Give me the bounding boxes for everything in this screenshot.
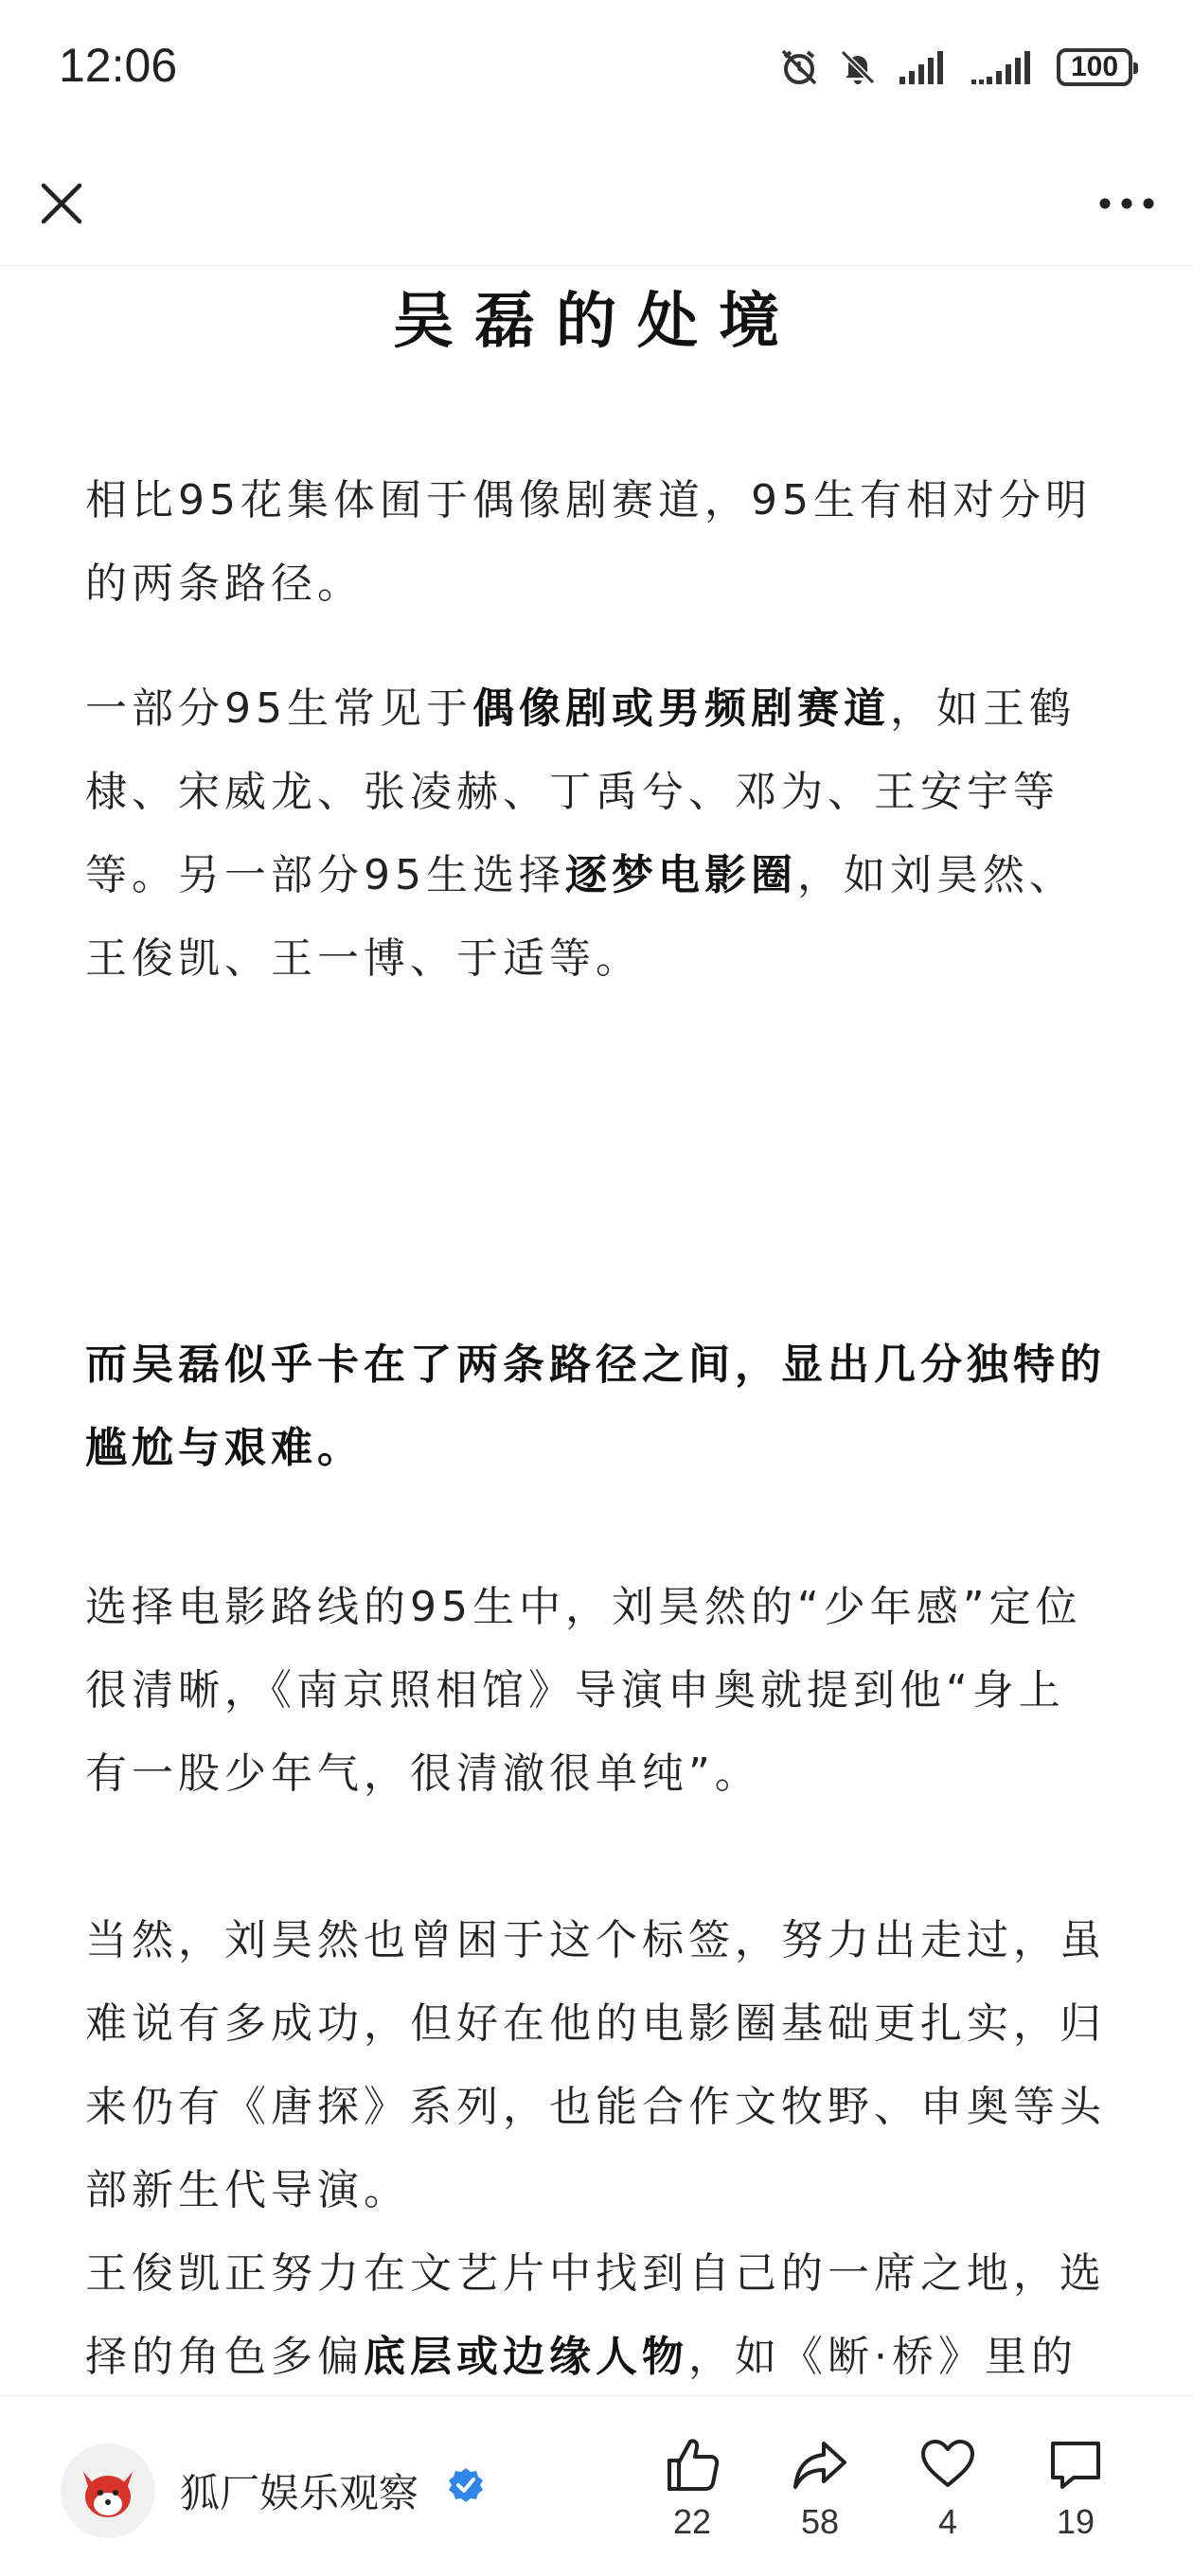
signal-icon	[970, 48, 1036, 86]
paragraph-text: ，如《断·桥》里的	[688, 2333, 1077, 2381]
thumbs-up-icon	[662, 2434, 722, 2495]
signal-icon	[898, 48, 949, 86]
mute-icon	[839, 48, 877, 86]
paragraph-text: 王俊凯正努力在文艺片中找到自己的一席之地，选择的角色多偏	[85, 2249, 1106, 2381]
bottom-bar	[0, 2395, 1193, 2576]
status-time: 12:06	[59, 39, 178, 92]
article-title: 吴磊的处境	[393, 287, 800, 357]
paragraph	[85, 1899, 1108, 2232]
close-icon	[40, 182, 83, 225]
paragraph-text: 选择电影路线的95生中，刘昊然的“少年感”定位很清晰，《南京照相馆》导演申奥就提到他“身上有一股少年气，很清澈很单纯”。	[85, 1583, 1082, 1798]
nav-bar	[0, 142, 1193, 266]
author-name[interactable]: 狐厂娱乐观察	[180, 2470, 419, 2516]
battery-icon: 100	[1057, 48, 1132, 86]
paragraph-text: 相比95花集体囿于偶像剧赛道，95生有相对分明的两条路径。	[85, 476, 1092, 608]
comment-count: 19	[1056, 2502, 1095, 2541]
paragraph	[85, 1324, 1108, 1490]
status-icons	[780, 44, 1132, 91]
paragraph-text: 一部分95生常见于	[85, 684, 472, 733]
paragraph-text: ，如王鹤棣、宋威龙、张凌赫、丁禹兮、邓为、王安宇等等。另一部分95生选择	[85, 684, 1076, 899]
verified-icon	[447, 2466, 485, 2504]
like-count: 22	[672, 2502, 712, 2541]
article-body[interactable]	[0, 265, 1193, 2395]
paragraph	[85, 459, 1108, 626]
comment-icon	[1045, 2434, 1106, 2495]
bold-text: 而吴磊似乎卡在了两条路径之间，显出几分独特的尴尬与艰难。	[85, 1341, 1106, 1472]
status-bar	[0, 0, 1193, 142]
comment-button[interactable]	[1019, 2434, 1132, 2542]
alarm-icon	[780, 48, 818, 86]
like-button[interactable]	[635, 2434, 749, 2542]
bold-text: 逐梦电影圈	[565, 851, 797, 899]
fox-logo	[70, 2453, 146, 2529]
heart-icon	[917, 2434, 978, 2495]
share-count: 58	[800, 2502, 840, 2541]
share-button[interactable]	[763, 2434, 877, 2542]
favorite-button[interactable]	[891, 2434, 1005, 2542]
paragraph	[85, 667, 1108, 1001]
author-avatar[interactable]	[61, 2443, 155, 2538]
favorite-count: 4	[937, 2502, 958, 2541]
bold-text: 偶像剧或男频剧赛道	[472, 684, 890, 733]
close-button[interactable]	[28, 170, 95, 237]
more-icon	[1098, 197, 1155, 210]
bold-text: 底层或边缘人物	[364, 2333, 688, 2381]
share-icon	[790, 2434, 850, 2495]
paragraph-text: 当然，刘昊然也曾困于这个标签，努力出走过，虽难说有多成功，但好在他的电影圈基础更扎实，归来仍有《唐探》系列，也能合作文牧野、申奥等头部新生代导演。	[85, 1916, 1106, 2214]
paragraph-text: ，如刘昊然、王俊凯、王一博、于适等。	[85, 851, 1076, 983]
paragraph	[85, 1566, 1108, 1816]
more-button[interactable]	[1089, 170, 1165, 237]
